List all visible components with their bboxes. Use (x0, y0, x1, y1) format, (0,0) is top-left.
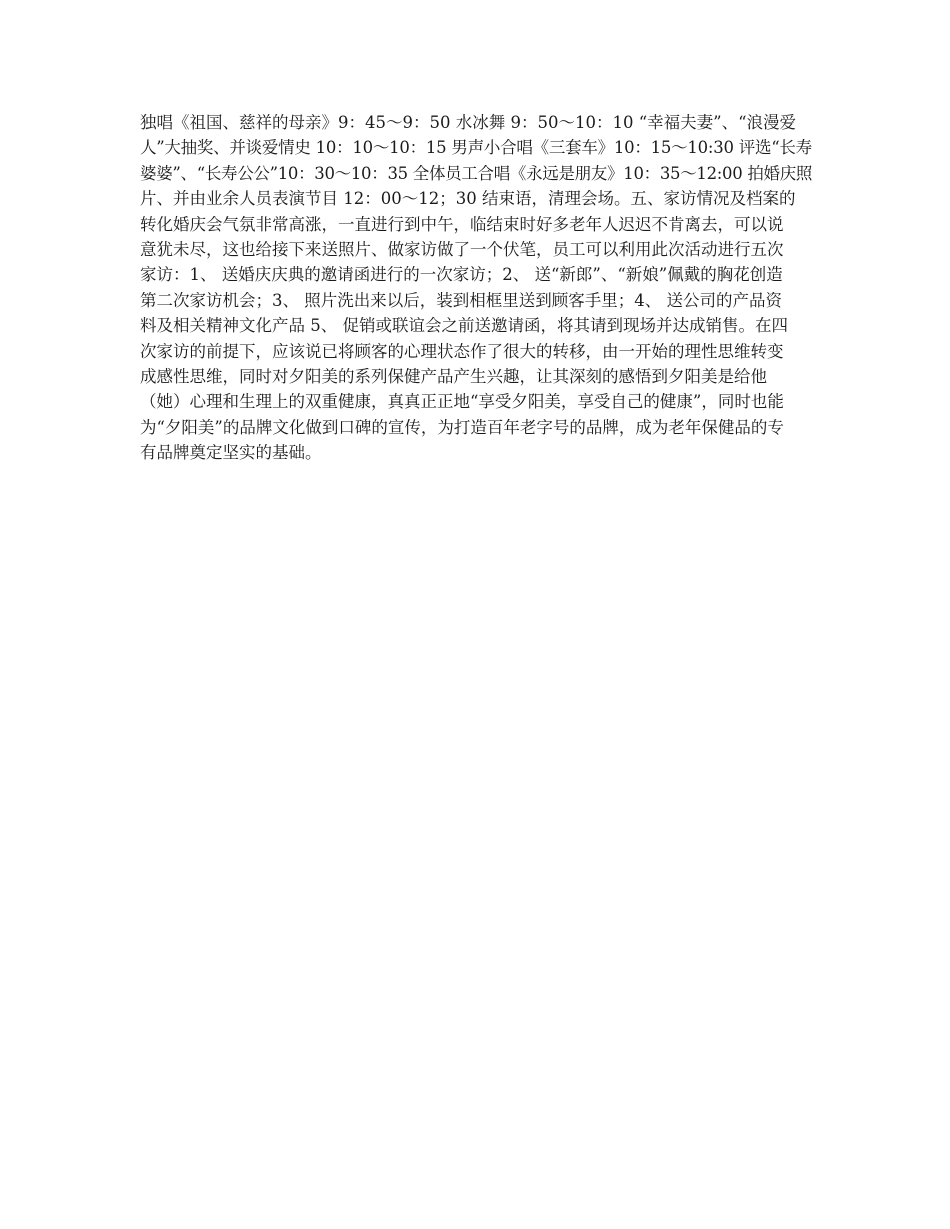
text-line-1: 独唱《祖国、慈祥的母亲》9：45～9：50 水冰舞 9：50～10：10 “幸福夫妻”、“浪漫爱 (140, 113, 797, 132)
text-line-9: 料及相关精神文化产品 5、 促销或联谊会之前送邀请函，将其请到现场并达成销售。在四 (140, 316, 788, 336)
text-line-11: 成感性思维，同时对夕阳美的系列保健产品产生兴趣，让其深刻的感悟到夕阳美是给他 (140, 367, 767, 387)
text-line-5: 转化婚庆会气氛非常高涨，一直进行到中午，临结束时好多老年人迟迟不肯离去，可以说 (140, 214, 784, 234)
text-line-10: 次家访的前提下，应该说已将顾客的心理状态作了很大的转移，由一开始的理性思维转变 (140, 341, 784, 361)
text-line-12: （她）心理和生理上的双重健康，真真正正地“享受夕阳美，享受自己的健康”，同时也能 (140, 392, 784, 412)
text-line-7: 家访：1、 送婚庆庆典的邀请函进行的一次家访；2、 送“新郎”、“新娘”佩戴的胸花创造 (140, 265, 783, 285)
text-line-13: 为“夕阳美”的品牌文化做到口碑的宣传，为打造百年老字号的品牌，成为老年保健品的专 (140, 417, 784, 437)
text-line-4: 片、并由业余人员表演节目 12：00～12；30 结束语，清理会场。五、家访情况及档案的 (140, 189, 796, 209)
text-line-6: 意犹未尽，这也给接下来送照片、做家访做了一个伏笔，员工可以利用此次活动进行五次 (140, 240, 784, 260)
text-line-3: 婆婆”、“长寿公公”10：30～10：35 全体员工合唱《永远是朋友》10：35～12:00 拍婚庆照 (140, 163, 813, 183)
body-paragraph (140, 110, 812, 466)
text-line-2: 人”大抽奖、并谈爱情史 10：10～10：15 男声小合唱《三套车》10：15～10:30 评选“长寿 (140, 138, 812, 158)
text-line-8: 第二次家访机会；3、 照片洗出来以后，装到相框里送到顾客手里；4、 送公司的产品资 (140, 290, 782, 310)
text-line-14: 有品牌奠定坚实的基础。 (140, 443, 322, 463)
